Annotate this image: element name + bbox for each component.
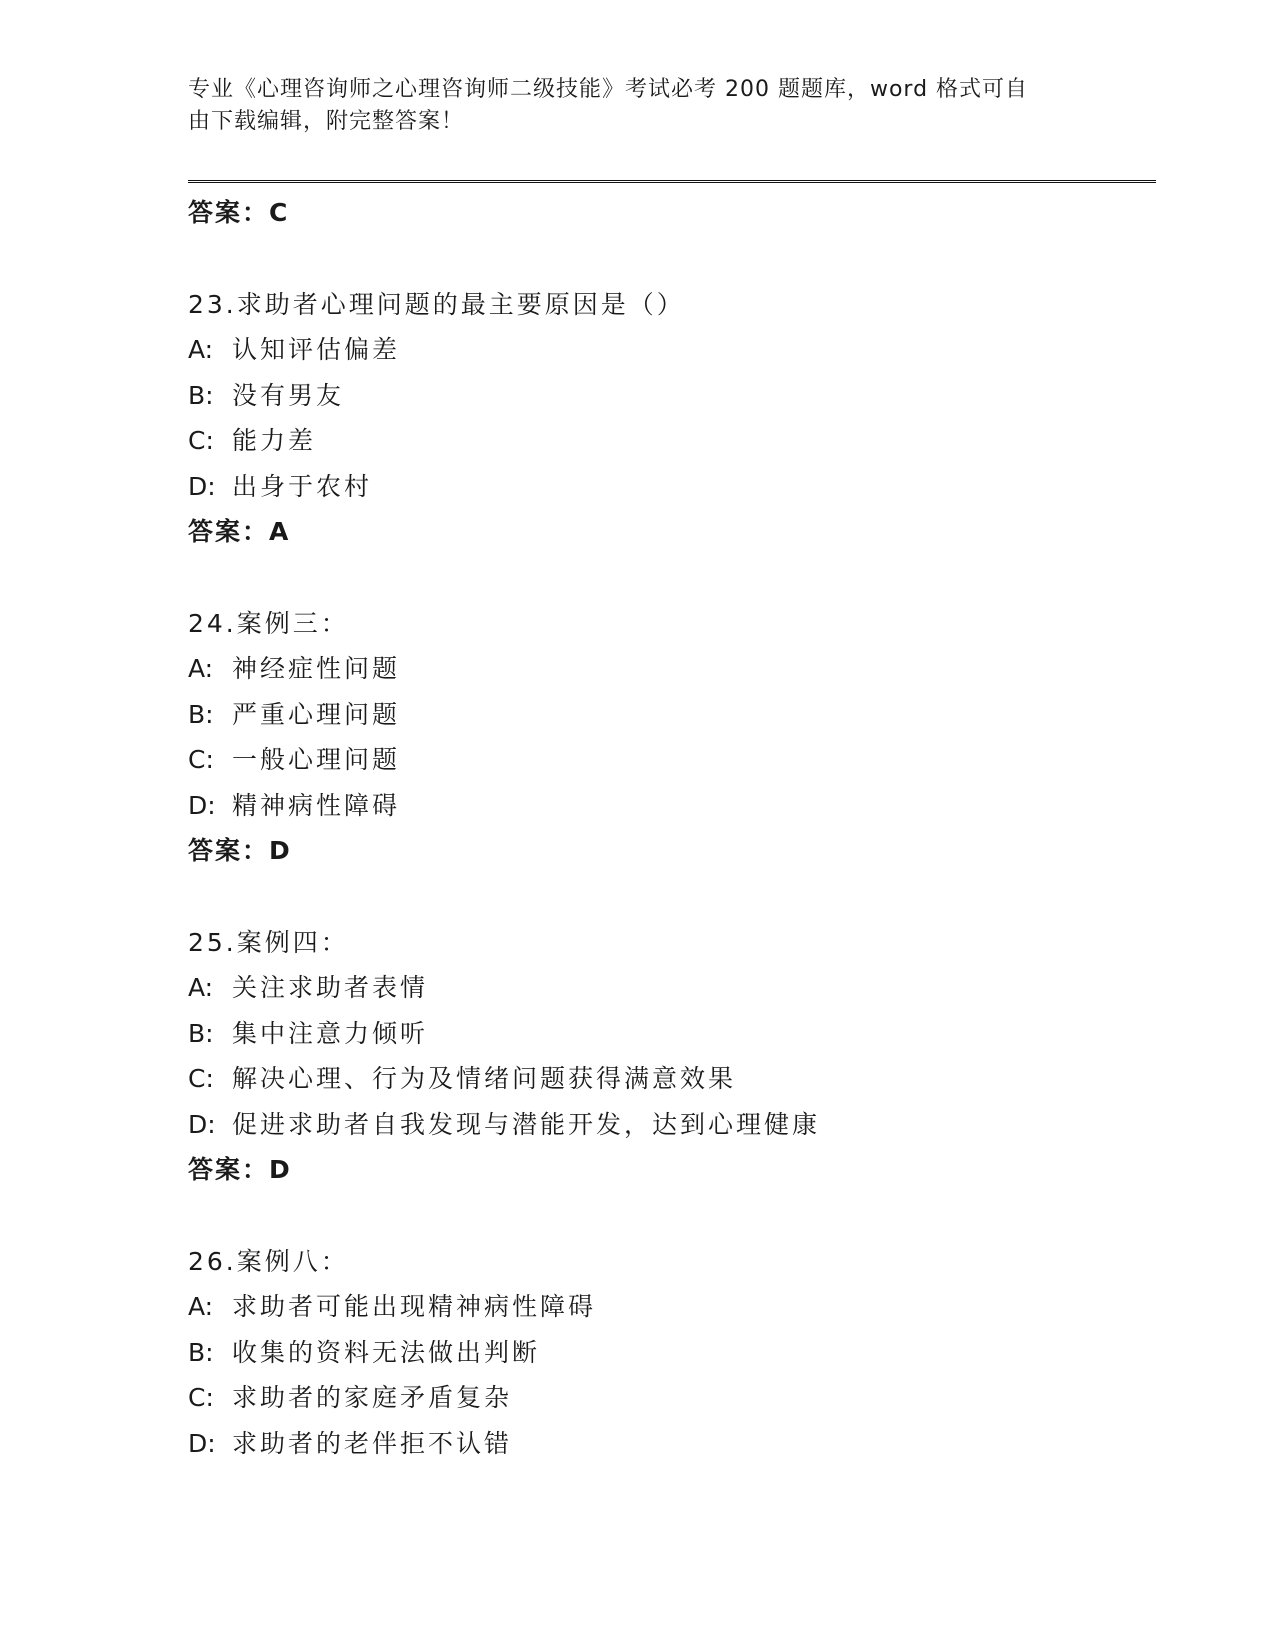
option-c bbox=[188, 1056, 1148, 1102]
answer-line: 答案：A bbox=[188, 517, 291, 546]
option-key: B: bbox=[188, 699, 214, 729]
option-text: 促进求助者自我发现与潜能开发，达到心理健康 bbox=[232, 1109, 821, 1139]
option-text: 没有男友 bbox=[232, 380, 345, 410]
option-key: B: bbox=[188, 380, 214, 410]
question-block bbox=[188, 1239, 1148, 1467]
option-key: C: bbox=[188, 1064, 214, 1093]
spacer bbox=[188, 874, 1148, 920]
option-c bbox=[188, 418, 1148, 464]
spacer bbox=[188, 555, 1148, 601]
option-text: 求助者可能出现精神病性障碍 bbox=[232, 1292, 597, 1321]
option-key: A: bbox=[188, 1292, 214, 1321]
question-block bbox=[188, 282, 1148, 555]
option-a bbox=[188, 1284, 1148, 1330]
header-line-1: 专业《心理咨询师之心理咨询师二级技能》考试必考 200 题题库，word 格式可自 bbox=[188, 77, 1029, 102]
spacer bbox=[188, 1193, 1148, 1239]
option-key: C: bbox=[188, 1383, 214, 1412]
question-stem: 23.求助者心理问题的最主要原因是（） bbox=[188, 289, 685, 319]
option-text: 求助者的家庭矛盾复杂 bbox=[232, 1383, 513, 1412]
option-d bbox=[188, 783, 1148, 829]
option-key: A: bbox=[188, 654, 214, 683]
option-text: 解决心理、行为及情绪问题获得满意效果 bbox=[232, 1064, 737, 1093]
option-text: 严重心理问题 bbox=[232, 699, 401, 729]
option-key: C: bbox=[188, 426, 214, 455]
option-text: 一般心理问题 bbox=[232, 745, 401, 774]
option-text: 精神病性障碍 bbox=[232, 790, 401, 820]
option-key: C: bbox=[188, 745, 214, 774]
option-b bbox=[188, 1011, 1148, 1057]
question-stem: 25.案例四： bbox=[188, 927, 349, 957]
option-key: B: bbox=[188, 1337, 214, 1367]
question-list bbox=[188, 190, 1148, 1466]
question-block bbox=[188, 920, 1148, 1193]
option-key: A: bbox=[188, 973, 214, 1002]
option-b bbox=[188, 1330, 1148, 1376]
option-a bbox=[188, 965, 1148, 1011]
option-text: 认知评估偏差 bbox=[232, 335, 401, 364]
answer-line: 答案：D bbox=[188, 836, 292, 865]
header-line-2: 由下载编辑，附完整答案！ bbox=[188, 109, 465, 134]
spacer bbox=[188, 236, 1148, 282]
option-c bbox=[188, 1375, 1148, 1421]
option-d bbox=[188, 464, 1148, 510]
page-header bbox=[188, 74, 1068, 138]
option-key: D: bbox=[188, 1109, 216, 1139]
option-key: D: bbox=[188, 1428, 216, 1458]
option-text: 关注求助者表情 bbox=[232, 973, 429, 1002]
option-text: 收集的资料无法做出判断 bbox=[232, 1337, 541, 1367]
option-b bbox=[188, 373, 1148, 419]
option-key: D: bbox=[188, 471, 216, 501]
option-key: B: bbox=[188, 1018, 214, 1048]
question-stem: 24.案例三： bbox=[188, 608, 349, 638]
option-d bbox=[188, 1421, 1148, 1467]
option-text: 出身于农村 bbox=[232, 471, 373, 501]
option-c bbox=[188, 737, 1148, 783]
option-d bbox=[188, 1102, 1148, 1148]
option-text: 求助者的老伴拒不认错 bbox=[232, 1428, 513, 1458]
option-a bbox=[188, 327, 1148, 373]
option-text: 集中注意力倾听 bbox=[232, 1018, 429, 1048]
option-text: 能力差 bbox=[232, 426, 317, 455]
option-a bbox=[188, 646, 1148, 692]
question-block bbox=[188, 601, 1148, 874]
header-divider bbox=[188, 180, 1156, 183]
option-key: A: bbox=[188, 335, 214, 364]
option-text: 神经症性问题 bbox=[232, 654, 401, 683]
option-key: D: bbox=[188, 790, 216, 820]
previous-answer: 答案：C bbox=[188, 198, 290, 227]
question-stem: 26.案例八： bbox=[188, 1246, 349, 1276]
answer-line: 答案：D bbox=[188, 1155, 292, 1184]
option-b bbox=[188, 692, 1148, 738]
